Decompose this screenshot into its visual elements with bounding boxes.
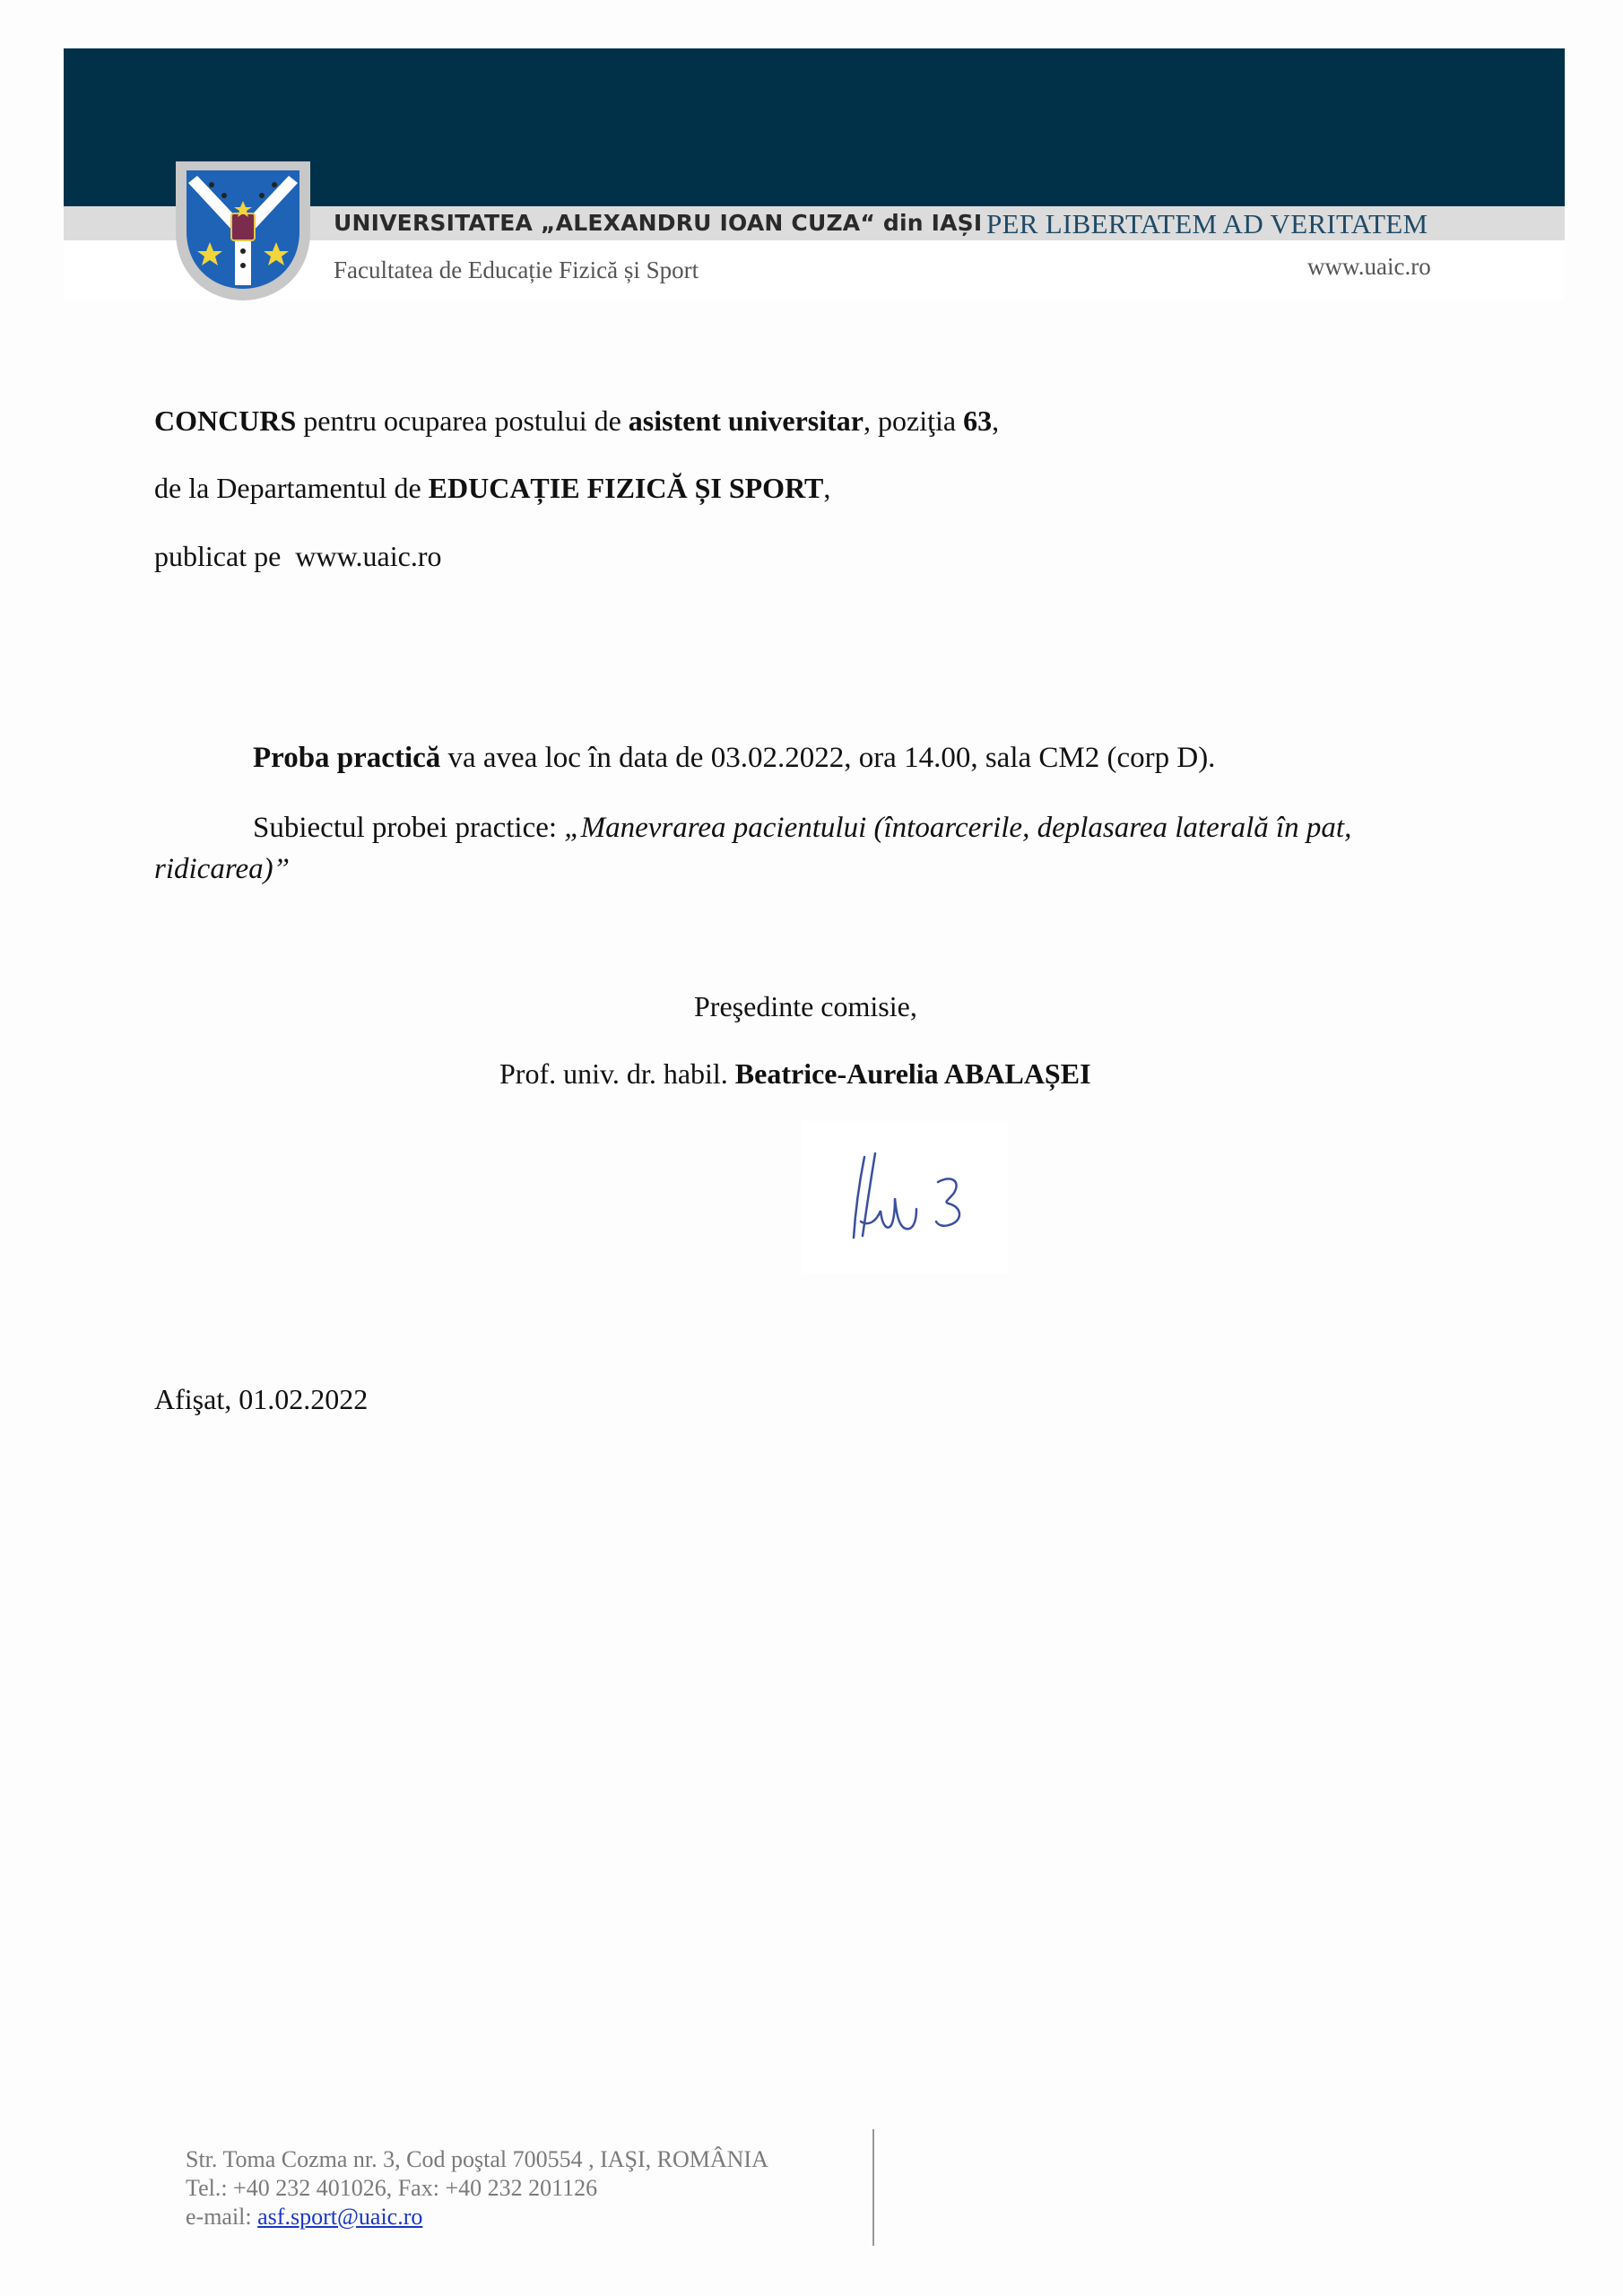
university-motto: PER LIBERTATEM AD VERITATEM xyxy=(986,208,1428,239)
text-fragment: e-mail: xyxy=(186,2204,258,2230)
text-fragment: Subiectul probei practice: xyxy=(253,812,565,844)
faculty-name: Facultatea de Educație Fizică și Sport xyxy=(334,257,699,283)
position-number: 63 xyxy=(963,404,993,437)
president-name: Beatrice-Aurelia ABALAȘEI xyxy=(734,1057,1091,1090)
announcement-line-1 xyxy=(154,403,999,439)
department-name: EDUCAȚIE FIZICĂ ȘI SPORT xyxy=(428,472,824,504)
university-crest-icon xyxy=(176,161,310,300)
exam-subject: „Manevrarea pacientului (întoarcerile, deplasarea laterală în pat, xyxy=(564,812,1352,844)
footer-divider xyxy=(872,2129,874,2246)
university-name: UNIVERSITATEA „ALEXANDRU IOAN CUZA“ din IAȘI xyxy=(334,210,983,236)
footer-email-line xyxy=(186,2203,422,2231)
exam-subject-continued: ridicarea)” xyxy=(154,853,290,885)
text-fragment: Prof. univ. dr. habil. xyxy=(499,1057,735,1090)
announcement-line-3: publicat pe www.uaic.ro xyxy=(154,540,442,572)
header-website: www.uaic.ro xyxy=(1307,253,1431,280)
exam-subject-line-2 xyxy=(154,851,290,887)
text-fragment: de la Departamentul de xyxy=(154,472,429,504)
post-title: asistent universitar xyxy=(628,404,864,437)
footer-phone: Tel.: +40 232 401026, Fax: +40 232 201126 xyxy=(186,2175,598,2201)
committee-president xyxy=(499,1056,1091,1091)
text-fragment: , poziţia xyxy=(863,404,964,437)
concurs-label: CONCURS xyxy=(154,404,297,437)
text-fragment: , xyxy=(823,472,831,504)
text-fragment: pentru ocuparea postului de xyxy=(296,404,629,437)
footer-address: Str. Toma Cozma nr. 3, Cod poştal 700554 , IAŞI, ROMÂNIA xyxy=(186,2146,768,2172)
exam-details xyxy=(253,740,1215,776)
text-fragment: , xyxy=(992,404,1000,437)
exam-label: Proba practică xyxy=(253,742,441,774)
text-fragment: va avea loc în data de 03.02.2022, ora 14.00, sala CM2 (corp D). xyxy=(440,742,1216,774)
committee-role: Preşedinte comisie, xyxy=(694,990,917,1022)
exam-subject-line-1 xyxy=(253,810,1351,846)
footer-email-link[interactable]: asf.sport@uaic.ro xyxy=(257,2204,423,2230)
announcement-line-2 xyxy=(154,470,830,506)
posted-date: Afişat, 01.02.2022 xyxy=(154,1383,369,1415)
signature xyxy=(802,1121,1008,1274)
